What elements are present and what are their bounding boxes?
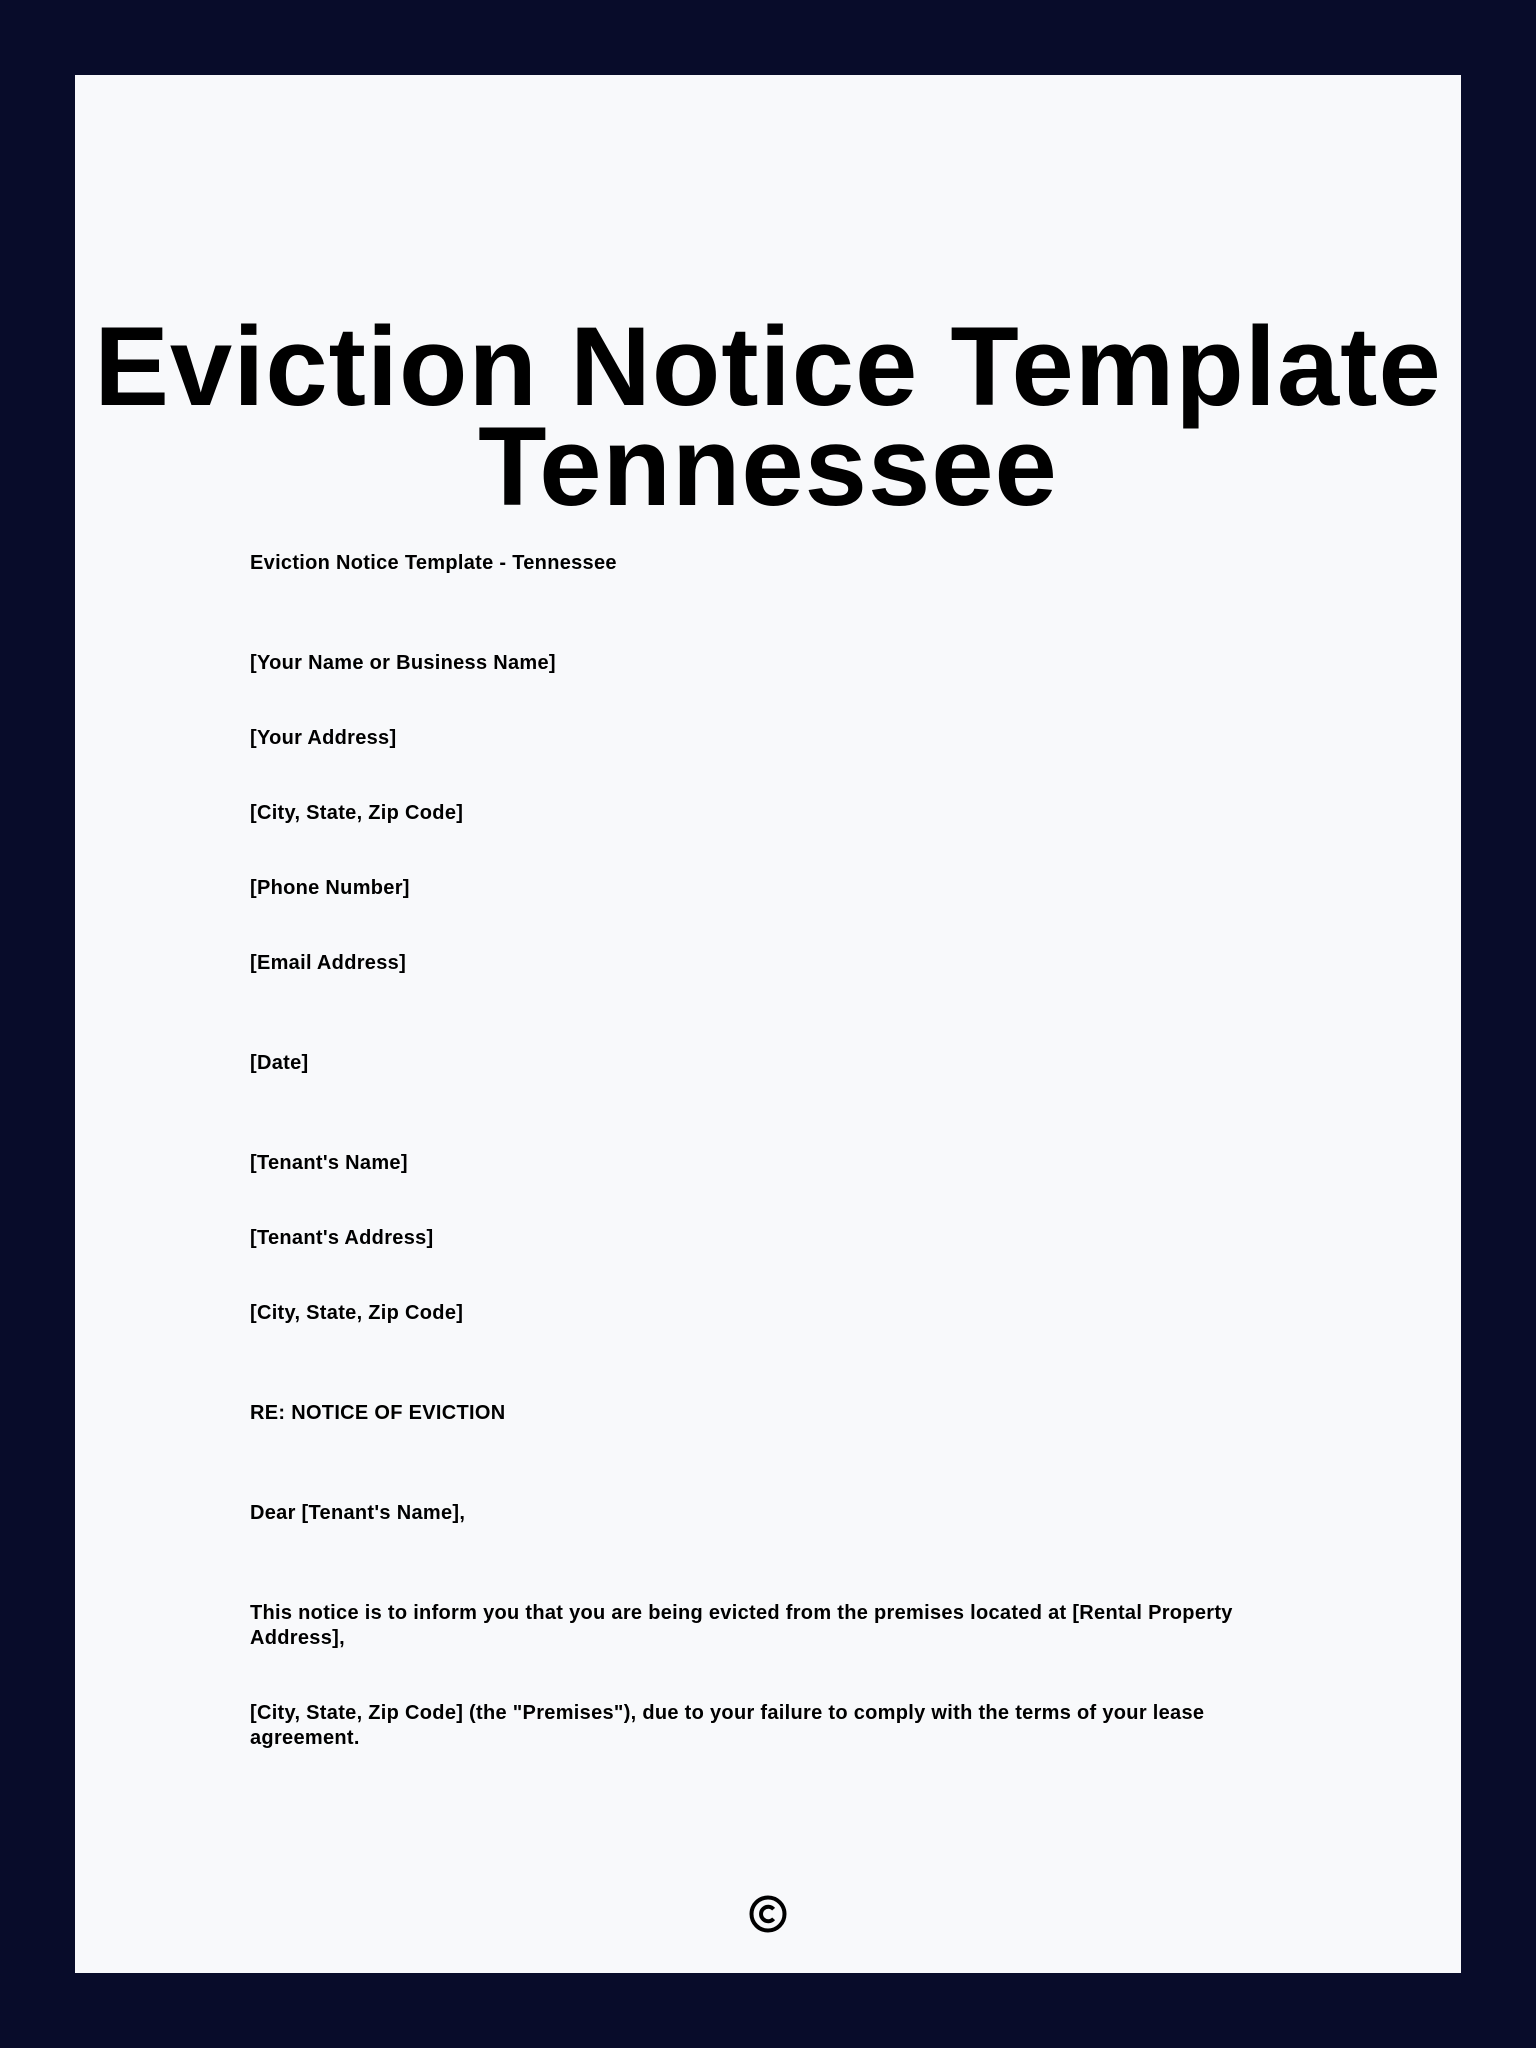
tenant-address: [Tenant's Address] (250, 1227, 434, 1249)
sender-name: [Your Name or Business Name] (250, 652, 556, 674)
document-title-line-2: Tennessee (478, 404, 1058, 529)
body-paragraph-2: [City, State, Zip Code] (the "Premises"), due to your failure to comply with the terms of your lease agreement. (250, 1702, 1205, 1749)
sender-email: [Email Address] (250, 952, 407, 974)
sender-address: [Your Address] (250, 727, 397, 749)
copyright-icon (75, 1894, 1461, 1939)
document-subheading: Eviction Notice Template - Tennessee (250, 552, 617, 574)
sender-phone: [Phone Number] (250, 877, 410, 899)
letter-date: [Date] (250, 1052, 309, 1074)
subject-line: RE: NOTICE OF EVICTION (250, 1402, 506, 1424)
document-title (75, 304, 1461, 529)
tenant-name: [Tenant's Name] (250, 1152, 408, 1174)
tenant-city-state-zip: [City, State, Zip Code] (250, 1302, 464, 1324)
sender-city-state-zip: [City, State, Zip Code] (250, 802, 464, 824)
document-title-line-1: Eviction Notice Template (94, 304, 1442, 429)
body-paragraph-1: This notice is to inform you that you are being evicted from the premises located at [Rental Property Address], (250, 1602, 1233, 1649)
document-page (75, 75, 1461, 1973)
salutation: Dear [Tenant's Name], (250, 1502, 466, 1524)
